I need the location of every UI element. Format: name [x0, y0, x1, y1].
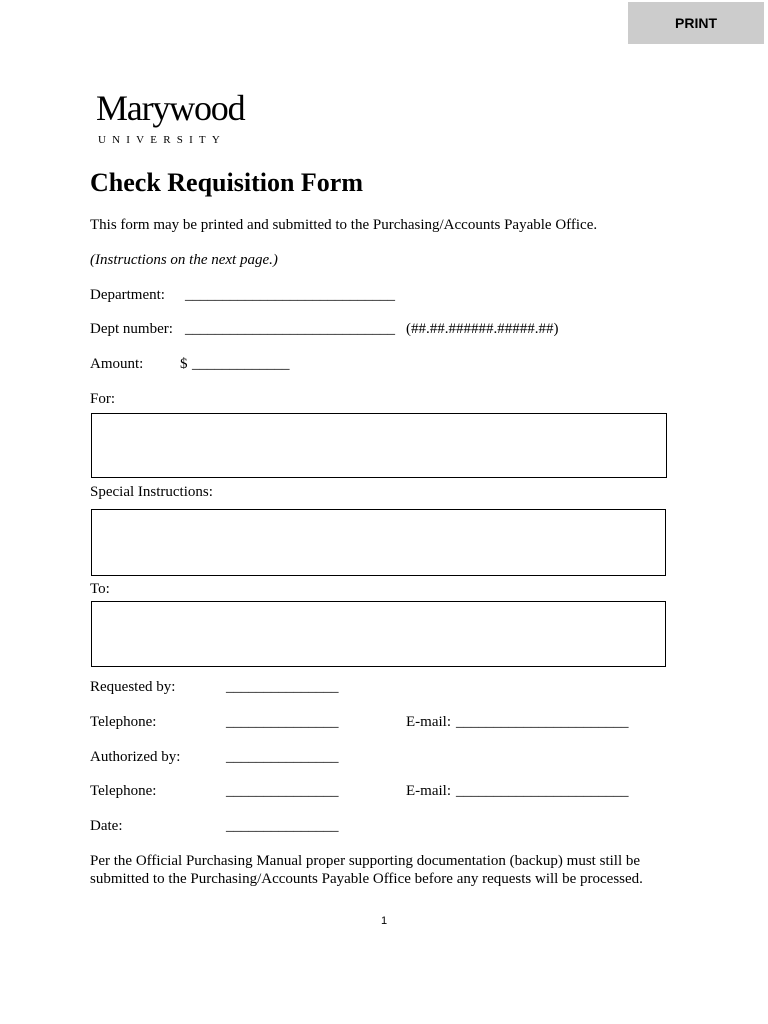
amount-label: Amount:: [90, 356, 144, 372]
dept-number-format-hint: (##.##.######.#####.##): [406, 321, 559, 337]
requester-email-field[interactable]: _______________________: [456, 714, 629, 730]
dept-number-label: Dept number:: [90, 321, 173, 337]
authorizer-email-label: E-mail:: [406, 783, 451, 799]
special-instructions-textbox[interactable]: [91, 509, 666, 576]
date-field[interactable]: _______________: [226, 818, 339, 834]
print-button[interactable]: PRINT: [628, 2, 764, 44]
form-title: Check Requisition Form: [90, 168, 363, 197]
date-label: Date:: [90, 818, 123, 834]
authorizer-email-field[interactable]: _______________________: [456, 783, 629, 799]
requester-email-label: E-mail:: [406, 714, 451, 730]
to-textbox[interactable]: [91, 601, 666, 667]
authorizer-telephone-label: Telephone:: [90, 783, 157, 799]
backup-note-line-2: submitted to the Purchasing/Accounts Payable Office before any requests will be processed.: [90, 871, 643, 887]
requested-by-field[interactable]: _______________: [226, 679, 339, 695]
requester-telephone-field[interactable]: _______________: [226, 714, 339, 730]
dept-number-field[interactable]: ____________________________: [185, 321, 395, 337]
department-field[interactable]: ____________________________: [185, 287, 395, 303]
requested-by-label: Requested by:: [90, 679, 176, 695]
special-instructions-label: Special Instructions:: [90, 484, 213, 500]
for-label: For:: [90, 391, 116, 407]
requester-telephone-label: Telephone:: [90, 714, 157, 730]
to-label: To:: [90, 581, 110, 597]
department-label: Department:: [90, 287, 165, 303]
authorized-by-label: Authorized by:: [90, 749, 181, 765]
currency-symbol: $: [180, 356, 188, 372]
authorized-by-field[interactable]: _______________: [226, 749, 339, 765]
for-textbox[interactable]: [91, 413, 667, 478]
form-intro: This form may be printed and submitted to the Purchasing/Accounts Payable Office.: [90, 217, 598, 233]
amount-field[interactable]: _____________: [192, 356, 290, 372]
instructions-note: (Instructions on the next page.): [90, 252, 278, 268]
page-number: 1: [380, 915, 388, 927]
authorizer-telephone-field[interactable]: _______________: [226, 783, 339, 799]
backup-note-line-1: Per the Official Purchasing Manual proper supporting documentation (backup) must still be: [90, 853, 641, 869]
logo-wordmark: Marywood: [96, 88, 245, 128]
logo-subtitle: UNIVERSITY: [98, 134, 226, 146]
